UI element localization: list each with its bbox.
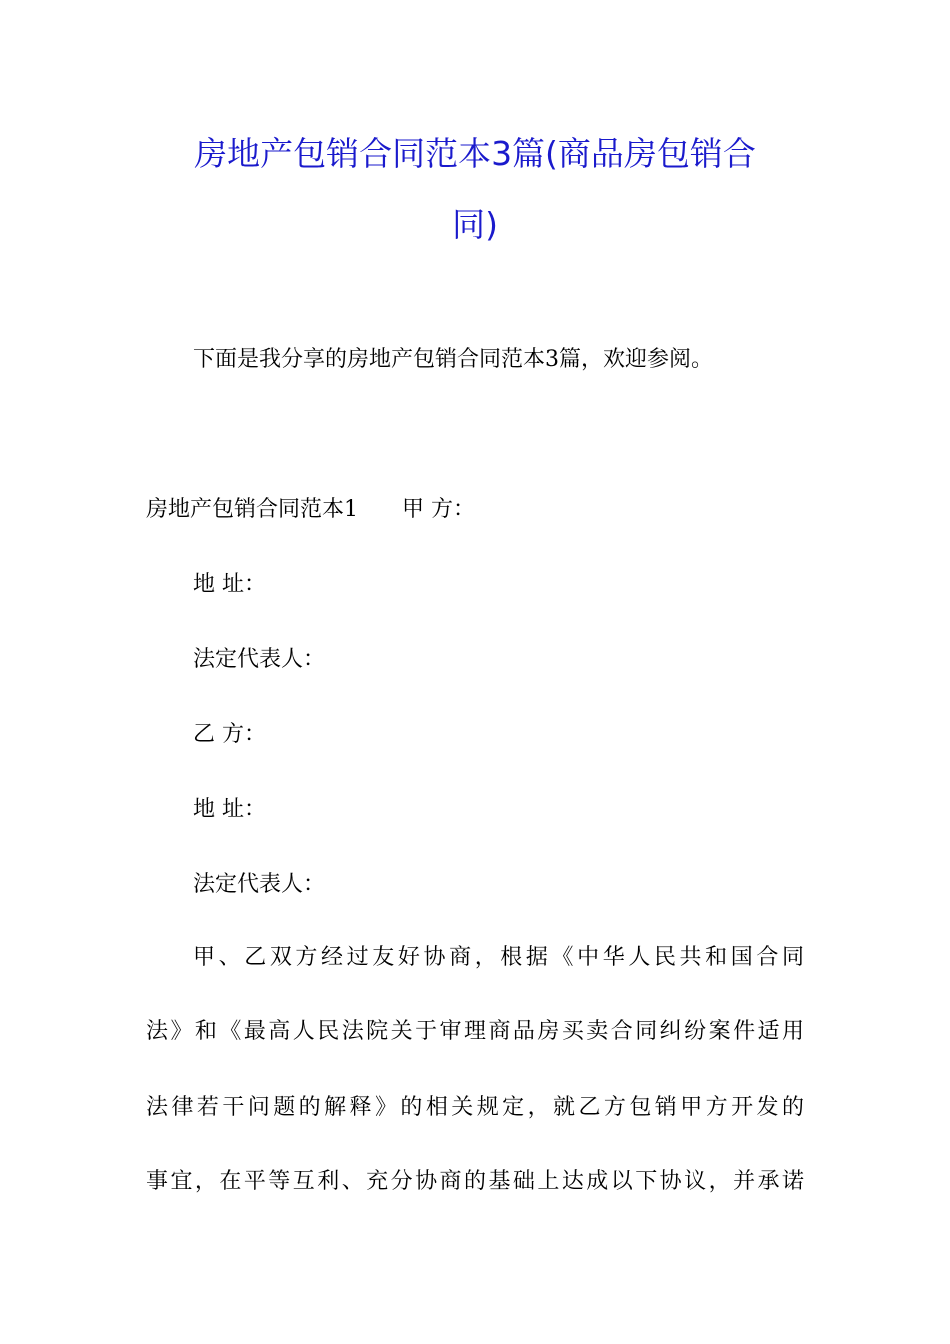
party-b-label: 乙 方： [193,722,266,747]
sample-heading: 房地产包销合同范本1 甲 方： [146,497,475,522]
intro-paragraph: 下面是我分享的房地产包销合同范本3篇，欢迎参阅。 [193,347,713,372]
body-line-3: 法律若干问题的解释》的相关规定，就乙方包销甲方开发的 [146,1095,804,1120]
party-a-representative-label: 法定代表人： [193,647,326,672]
party-b-representative-label: 法定代表人： [193,872,326,897]
party-a-address-label: 地 址： [193,572,266,597]
body-line-4: 事宜，在平等互利、充分协商的基础上达成以下协议，并承诺 [146,1169,804,1194]
body-line-2: 法》和《最高人民法院关于审理商品房买卖合同纠纷案件适用 [146,1019,804,1044]
document-title-line-1: 房地产包销合同范本3篇(商品房包销合 [194,134,756,173]
party-b-address-label: 地 址： [193,797,266,822]
document-title-line-2: 同) [452,205,498,244]
body-line-1: 甲、乙双方经过友好协商，根据《中华人民共和国合同 [193,945,804,970]
